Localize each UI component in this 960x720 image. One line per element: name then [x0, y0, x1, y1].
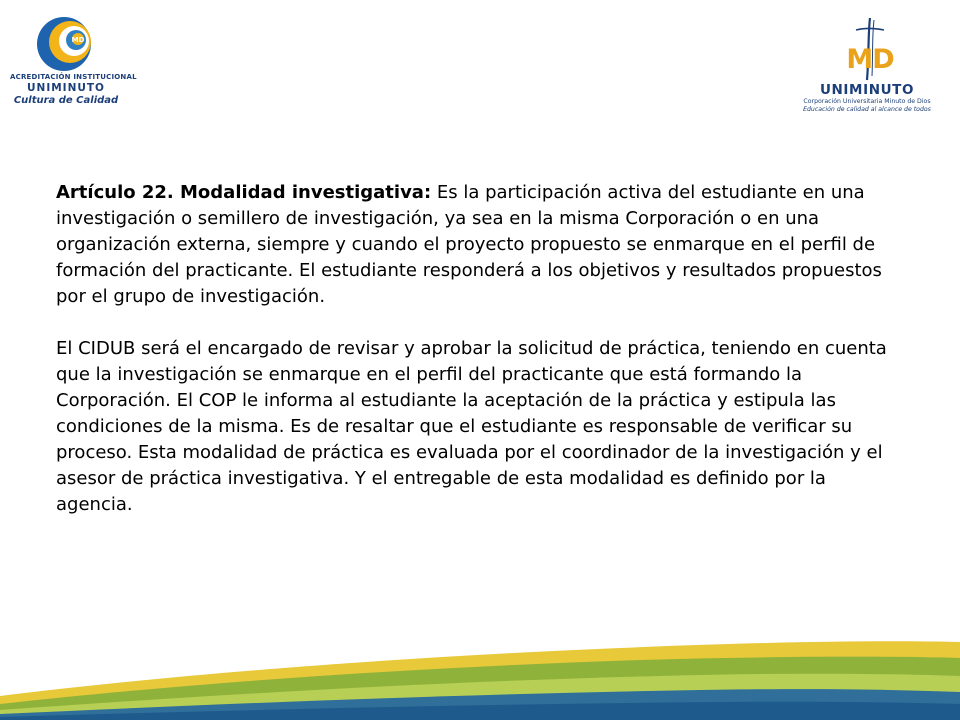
- accreditation-brand: UNIMINUTO: [27, 82, 105, 94]
- uniminuto-subtitle: Corporación Universitaria Minuto de Dios: [803, 98, 931, 105]
- md-mark: MD: [846, 44, 894, 75]
- accreditation-emblem-icon: [34, 16, 98, 72]
- article-heading: Artículo 22. Modalidad investigativa:: [56, 182, 432, 203]
- paragraph-1: [56, 180, 904, 310]
- article-body: [56, 180, 904, 518]
- accreditation-logo: [10, 16, 137, 108]
- accreditation-line: ACREDITACIÓN INSTITUCIONAL: [10, 73, 137, 81]
- bottom-swoosh-decoration: [0, 600, 960, 720]
- uniminuto-slogan: Educación de calidad al alcance de todos: [803, 106, 931, 113]
- emblem-md-text: MD: [71, 36, 85, 44]
- uniminuto-logo: [800, 16, 934, 116]
- accreditation-tagline: Cultura de Calidad: [13, 95, 119, 106]
- paragraph-1-text: Es la participación activa del estudiante en una investigación o semillero de investigación, ya sea en la misma Corporación o en una organización externa, siempre y cuando el proyecto propuesto se enmarque en el perfil de formación del practicante. El estudiante responderá a los objetivos y resultados propuestos por el grupo de investigación.: [56, 182, 882, 307]
- uniminuto-name: UNIMINUTO: [819, 82, 915, 98]
- paragraph-2: El CIDUB será el encargado de revisar y aprobar la solicitud de práctica, teniendo en cuenta que la investigación se enmarque en el perfil del practicante que está formando la Corporación. El COP le informa al estudiante la aceptación de la práctica y estipula las condiciones de la misma. Es de resaltar que el estudiante es responsable de verificar su proceso. Esta modalidad de práctica es evaluada por el coordinador de la investigación y el asesor de práctica investigativa. Y el entregable de esta modalidad es definido por la agencia.: [56, 338, 887, 515]
